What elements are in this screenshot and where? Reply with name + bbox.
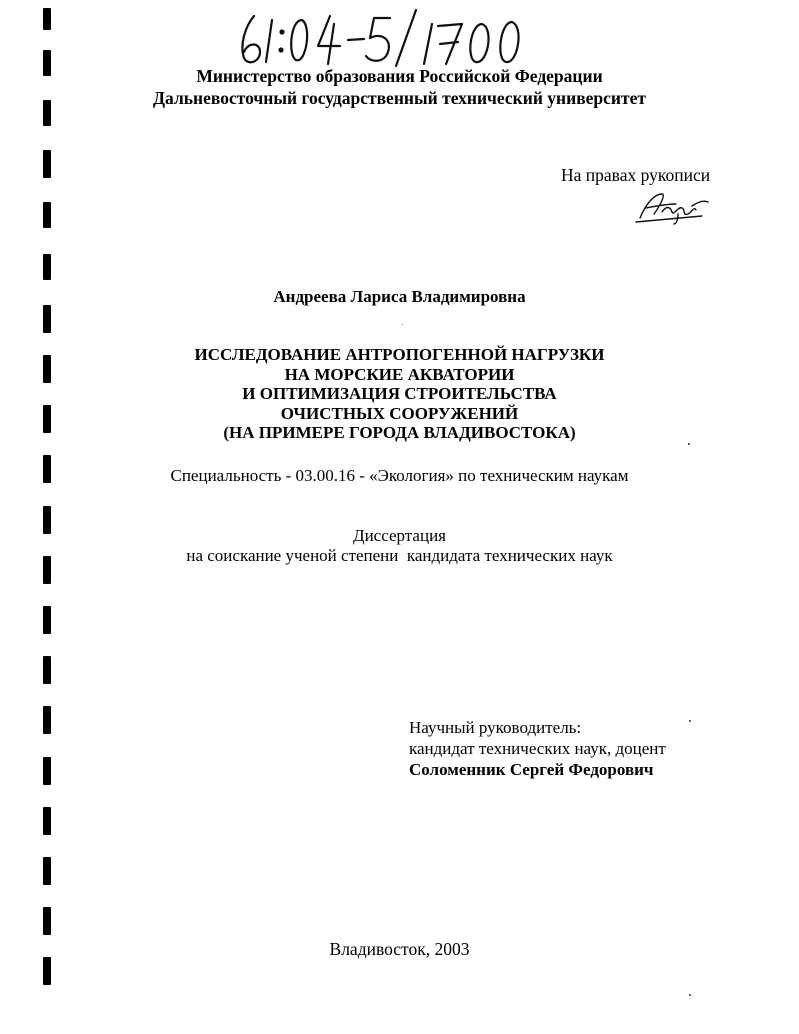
handwritten-signature (632, 186, 710, 226)
dissertation-title (0, 345, 799, 443)
title-line: ИССЛЕДОВАНИЕ АНТРОПОГЕННОЙ НАГРУЗКИ (194, 345, 605, 364)
scan-speck (689, 994, 691, 996)
advisor-name: Соломенник Сергей Федорович (409, 760, 654, 779)
author-name: Андреева Лариса Владимировна (273, 287, 526, 306)
title-line: (НА ПРИМЕРЕ ГОРОДА ВЛАДИВОСТОКА) (223, 423, 576, 442)
advisor-label: Научный руководитель: (409, 718, 582, 737)
scan-speck (688, 443, 690, 445)
binding-marks (43, 0, 53, 1034)
specialty-line: Специальность - 03.00.16 - «Экология» по техническим наукам (170, 466, 629, 485)
scan-speck (402, 324, 403, 325)
university-name: Дальневосточный государственный технический университет (153, 88, 646, 108)
ministry-name: Министерство образования Российской Федерации (196, 66, 603, 86)
scientific-advisor-block (409, 717, 666, 780)
manuscript-rights-note: На правах рукописи (561, 165, 711, 185)
advisor-rank: кандидат технических наук, доцент (409, 739, 666, 758)
degree-line: на соискание ученой степени кандидата технических наук (186, 546, 613, 565)
thesis-type: Диссертация (352, 526, 446, 545)
city-and-year: Владивосток, 2003 (329, 939, 470, 959)
title-line: И ОПТИМИЗАЦИЯ СТРОИТЕЛЬСТВА (242, 384, 557, 403)
archive-stamp-handwriting (232, 6, 532, 68)
title-line: ОЧИСТНЫХ СООРУЖЕНИЙ (280, 403, 519, 423)
title-line: НА МОРСКИЕ АКВАТОРИИ (284, 364, 515, 384)
scan-speck (689, 720, 691, 722)
